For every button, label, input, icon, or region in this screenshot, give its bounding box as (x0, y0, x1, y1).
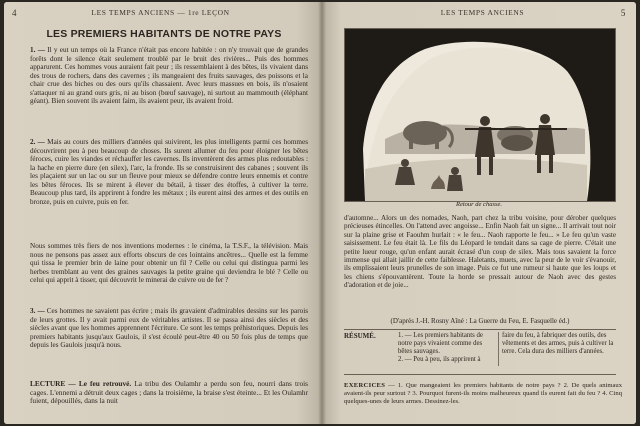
left-page-number: 4 (12, 8, 18, 18)
resume-label: RÉSUMÉ. (344, 332, 376, 340)
book-gutter (318, 2, 326, 424)
resume-column-1 (398, 332, 493, 364)
lecture-text: La tribu des Oulamhr a perdu son feu, nourri dans trois cages. L'ennemi a détruit deux cages ; dans la troisième, la braise s'est éteinte... Et les Oulamhr fuient, dépouillés, dans la nuit (30, 379, 308, 406)
illustration-drawing (345, 29, 615, 201)
resume-label-text: RÉSUMÉ (344, 332, 374, 340)
resume-top-rule (344, 329, 616, 330)
paragraph-text: Mais au cours des milliers d'années qui suivirent, les plus intelligents parmi ces hommes découvrirent peu à peu beaucoup de choses. Ils surent allumer du feu pour éloigner les bêtes féroces, cuire les viandes et réchauffer les cavernes. Ils inventèrent des armes plus redoutables : la hache en pierre dure (en silex), l'arc, la fronde. Ils se construisirent des cabanes ; souvent ils les plaçaient sur un lac ou sur un fleuve pour mieux se défendre contre leurs ennemis et contre les bêtes féroces. Ils se mirent à élever du bétail, à tisser des étoffes, à cultiver la terre. Beaucoup plus tard, ils apprirent à fondre les métaux ; ils eurent ainsi des armes et des outils en bronze, puis en cuivre, puis en fer. (30, 138, 308, 206)
paragraph-number: 2. — (30, 138, 45, 146)
lecture-section: LECTURE — Le feu retrouvé. La tribu des Oulamhr a perdu son feu, nourri dans trois cages. L'ennemi a détruit deux cages ; dans la troisième, la braise s'est éteinte... Et les Oulamhr fuient, dépouillés, dans la nuit (30, 379, 308, 406)
book-spread (4, 2, 636, 424)
paragraph-number: 3. — (30, 307, 45, 315)
paragraph-1 (30, 46, 308, 106)
right-running-head (336, 8, 626, 18)
lecture-label: LECTURE (30, 379, 66, 388)
paragraph-inventions (30, 242, 308, 285)
exercises-section (344, 382, 622, 406)
lecture-title: Le feu retrouvé. (78, 379, 132, 388)
exercises-label: EXERCICES (344, 382, 386, 389)
right-header-text: LES TEMPS ANCIENS (440, 8, 525, 17)
paragraph-text: Il y eut un temps où la France n'était pas encore habitée : on n'y trouvait que de grandes forêts dont le silence était seulement troublé par le bruit des rivières... Puis des hommes apparurent. Ces hommes vous auraient fait peur ; ils ressemblaient à des bêtes, ils vivaient dans des trous de rochers, dans des cavernes ; ils mangeaient des fruits sauvages, des poissons et la chair crue des biches ou des ours qu'ils chassaient. Avec leurs massues en bois, ils n'osaient s'attaquer ni au grand ours gris, ni au bison (bœuf sauvage), ni surtout au mammouth (éléphant géant). Bien souvent ils avaient faim, ils avaient peur, ils avaient froid. (30, 46, 309, 106)
paragraph-3 (30, 307, 308, 350)
paragraph-text: Nous sommes très fiers de nos inventions modernes : le cinéma, la T.S.F., la télévision. Mais nous ne pensons pas assez aux efforts obscurs de ces lointains ancêtres... Quelle est la femme qui tissa le premier brin de laine pour obtenir un fil ? Celle ou celui qui distingua parmi les herbes tremblant au vent des graines sauvages la petite graine qui deviendra le blé ? Celle ou celui qui apprit à tisser, qui découvrit le minerai de cuivre ou de fer ? (30, 242, 308, 285)
resume-column-2: faire du feu, à fabriquer des outils, des vêtements et des armes, puis à cultiver la terre. Cela dura des milliers d'années. (502, 332, 614, 355)
illustration-caption: Retour de chasse. (455, 201, 503, 208)
lesson-title: LES PREMIERS HABITANTS DE NOTRE PAYS (46, 28, 282, 40)
left-header-text: LES TEMPS ANCIENS — 1re LEÇON (91, 8, 230, 17)
paragraph-text: Ces hommes ne savaient pas écrire ; mais ils gravaient d'admirables dessins sur les parois de leurs grottes. Il y avait parmi eux de véritables artistes. Il se passa ainsi des siècles et des siècles avant que les hommes apprennent l'écriture. Ce sont les temps préhistoriques. Depuis les premiers habitants jusqu'aux Gaulois, il s'est écoulé peut-être 40 ou 50 fois plus de temps que depuis les Gaulois jusqu'à nous. (30, 307, 309, 350)
resume-point-2: 2. — Peu à peu, ils apprirent à (398, 356, 481, 363)
hunting-illustration (344, 28, 616, 202)
reading-source: (D'après J.-H. Rosny Aîné : La Guerre du Feu, E. Fasquelle éd.) (390, 317, 570, 325)
paragraph-number: 1. — (30, 46, 45, 54)
reading-text: d'automne... Alors un des nomades, Naoh, part chez la tribu voisine, pour dérober quelques précieuses étincelles. On l'attend avec angoisse... Enfin Naoh fait un signe... Il arrivait tout noir sur la plaine grise et Faouhm hurlait : « le feu... Naoh rapporte le feu... » Le feu qu'un vaste saisissement. Le feu était là. Le fils du Léopard le tendait dans sa cage de pierre. C'était une petite lueur rouge, qu'un enfant aurait écrasé d'un coup de silex. Mais tous savaient la force immense qui allait jaillir de cette faiblesse. Haletants, muets, avec la peur de le voir s'évanouir, ils emplissaient leurs prunelles de son image. Puis ce fut une rumeur si haute que les loups et les chiens s'épouvantèrent. Toute la horde se pressait autour de Naoh avec des gestes d'adoration et de joie... (344, 214, 616, 290)
resume-point-1: 1. — Les premiers habitants de notre pays vivaient comme des bêtes sauvages. (398, 332, 483, 355)
exercises-text: — 1. Que mangeaient les premiers habitants de notre pays ? 2. De quels animaux avaient-ils peur surtout ? 3. Pourquoi furent-ils moins malheureux quand ils eurent fait du feu ? 4. Cinq quelques-unes de leurs armes. Dessinez-les. (344, 382, 622, 405)
left-page (4, 2, 322, 424)
left-running-head (12, 8, 312, 18)
resume-bottom-rule (344, 374, 616, 375)
right-page (322, 2, 636, 424)
right-page-number: 5 (620, 8, 626, 18)
paragraph-2 (30, 138, 308, 206)
resume-divider (498, 332, 499, 366)
